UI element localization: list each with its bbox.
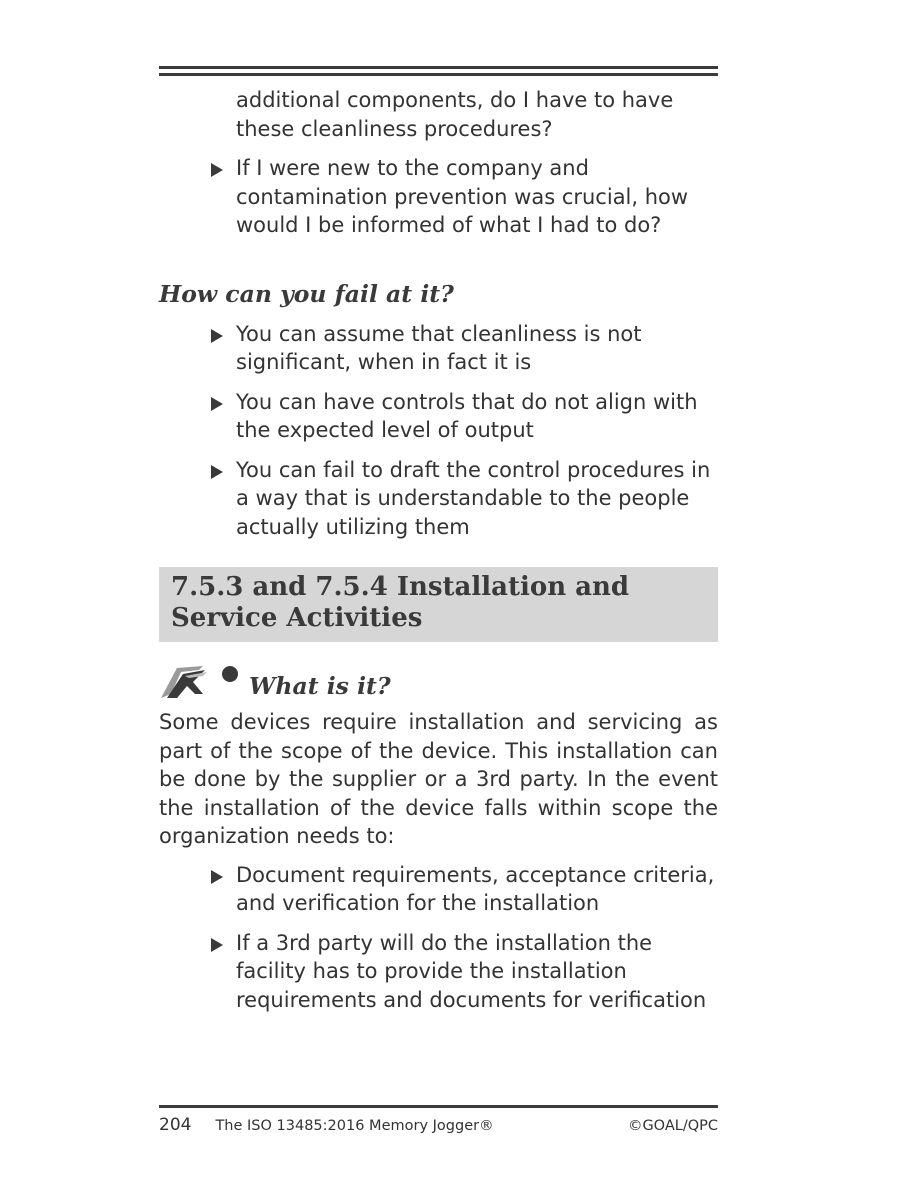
- footer-row: [159, 1115, 718, 1135]
- list-item-text: Document requirements, acceptance criteria, and verification for the installation: [236, 862, 715, 916]
- header-rule: [159, 66, 718, 69]
- bullet-triangle-icon: [211, 870, 223, 884]
- list-item: [236, 86, 718, 143]
- list-item: [236, 154, 718, 240]
- bullet-triangle-icon: [211, 163, 223, 177]
- page-footer: [159, 1105, 718, 1135]
- list-item: [236, 320, 718, 377]
- copyright: ©GOAL/QPC: [627, 1118, 718, 1134]
- list-item: [236, 861, 718, 918]
- fail-list: [159, 320, 718, 542]
- page-content: [159, 66, 718, 1025]
- list-item: [236, 929, 718, 1015]
- list-item: [236, 388, 718, 445]
- list-item-text: additional components, do I have to have these cleanliness procedures?: [236, 88, 674, 141]
- header-rule-secondary: [159, 73, 718, 76]
- section-title: 7.5.3 and 7.5.4 Installation and Service Activities: [171, 572, 630, 633]
- list-item-text: If I were new to the company and contamination prevention was crucial, how would I be informed of what I had to do?: [236, 156, 689, 237]
- whatis-body: Some devices require installation and servicing as part of the scope of the device. This installation can be done by the supplier or a 3rd party. In the event the installation of the device falls within scope the organization needs to:: [159, 710, 718, 849]
- whatis-heading: What is it?: [249, 672, 391, 700]
- list-item-text: You can assume that cleanliness is not significant, when in fact it is: [236, 321, 642, 374]
- fail-heading: How can you fail at it?: [159, 279, 454, 308]
- bullet-triangle-icon: [211, 397, 223, 411]
- list-item-text: If a 3rd party will do the installation the facility has to provide the installation requirements and documents for verification: [236, 930, 707, 1012]
- whatis-heading-row: [159, 664, 718, 700]
- list-item-text: You can fail to draft the control procedures in a way that is understandable to the people actually utilizing them: [236, 457, 711, 539]
- list-item: [236, 456, 718, 542]
- continued-question-list: [159, 86, 718, 240]
- page-number: 204: [159, 1115, 192, 1135]
- footer-rule: [159, 1105, 718, 1108]
- bullet-triangle-icon: [211, 938, 223, 952]
- list-item-text: You can have controls that do not align with the expected level of output: [236, 389, 698, 442]
- bullet-triangle-icon: [211, 465, 223, 479]
- section-title-box: [159, 567, 718, 642]
- bullet-triangle-icon: [211, 329, 223, 343]
- requirements-list: [159, 861, 718, 1015]
- book-title: The ISO 13485:2016 Memory Jogger®: [215, 1118, 494, 1134]
- runner-icon: [159, 664, 241, 700]
